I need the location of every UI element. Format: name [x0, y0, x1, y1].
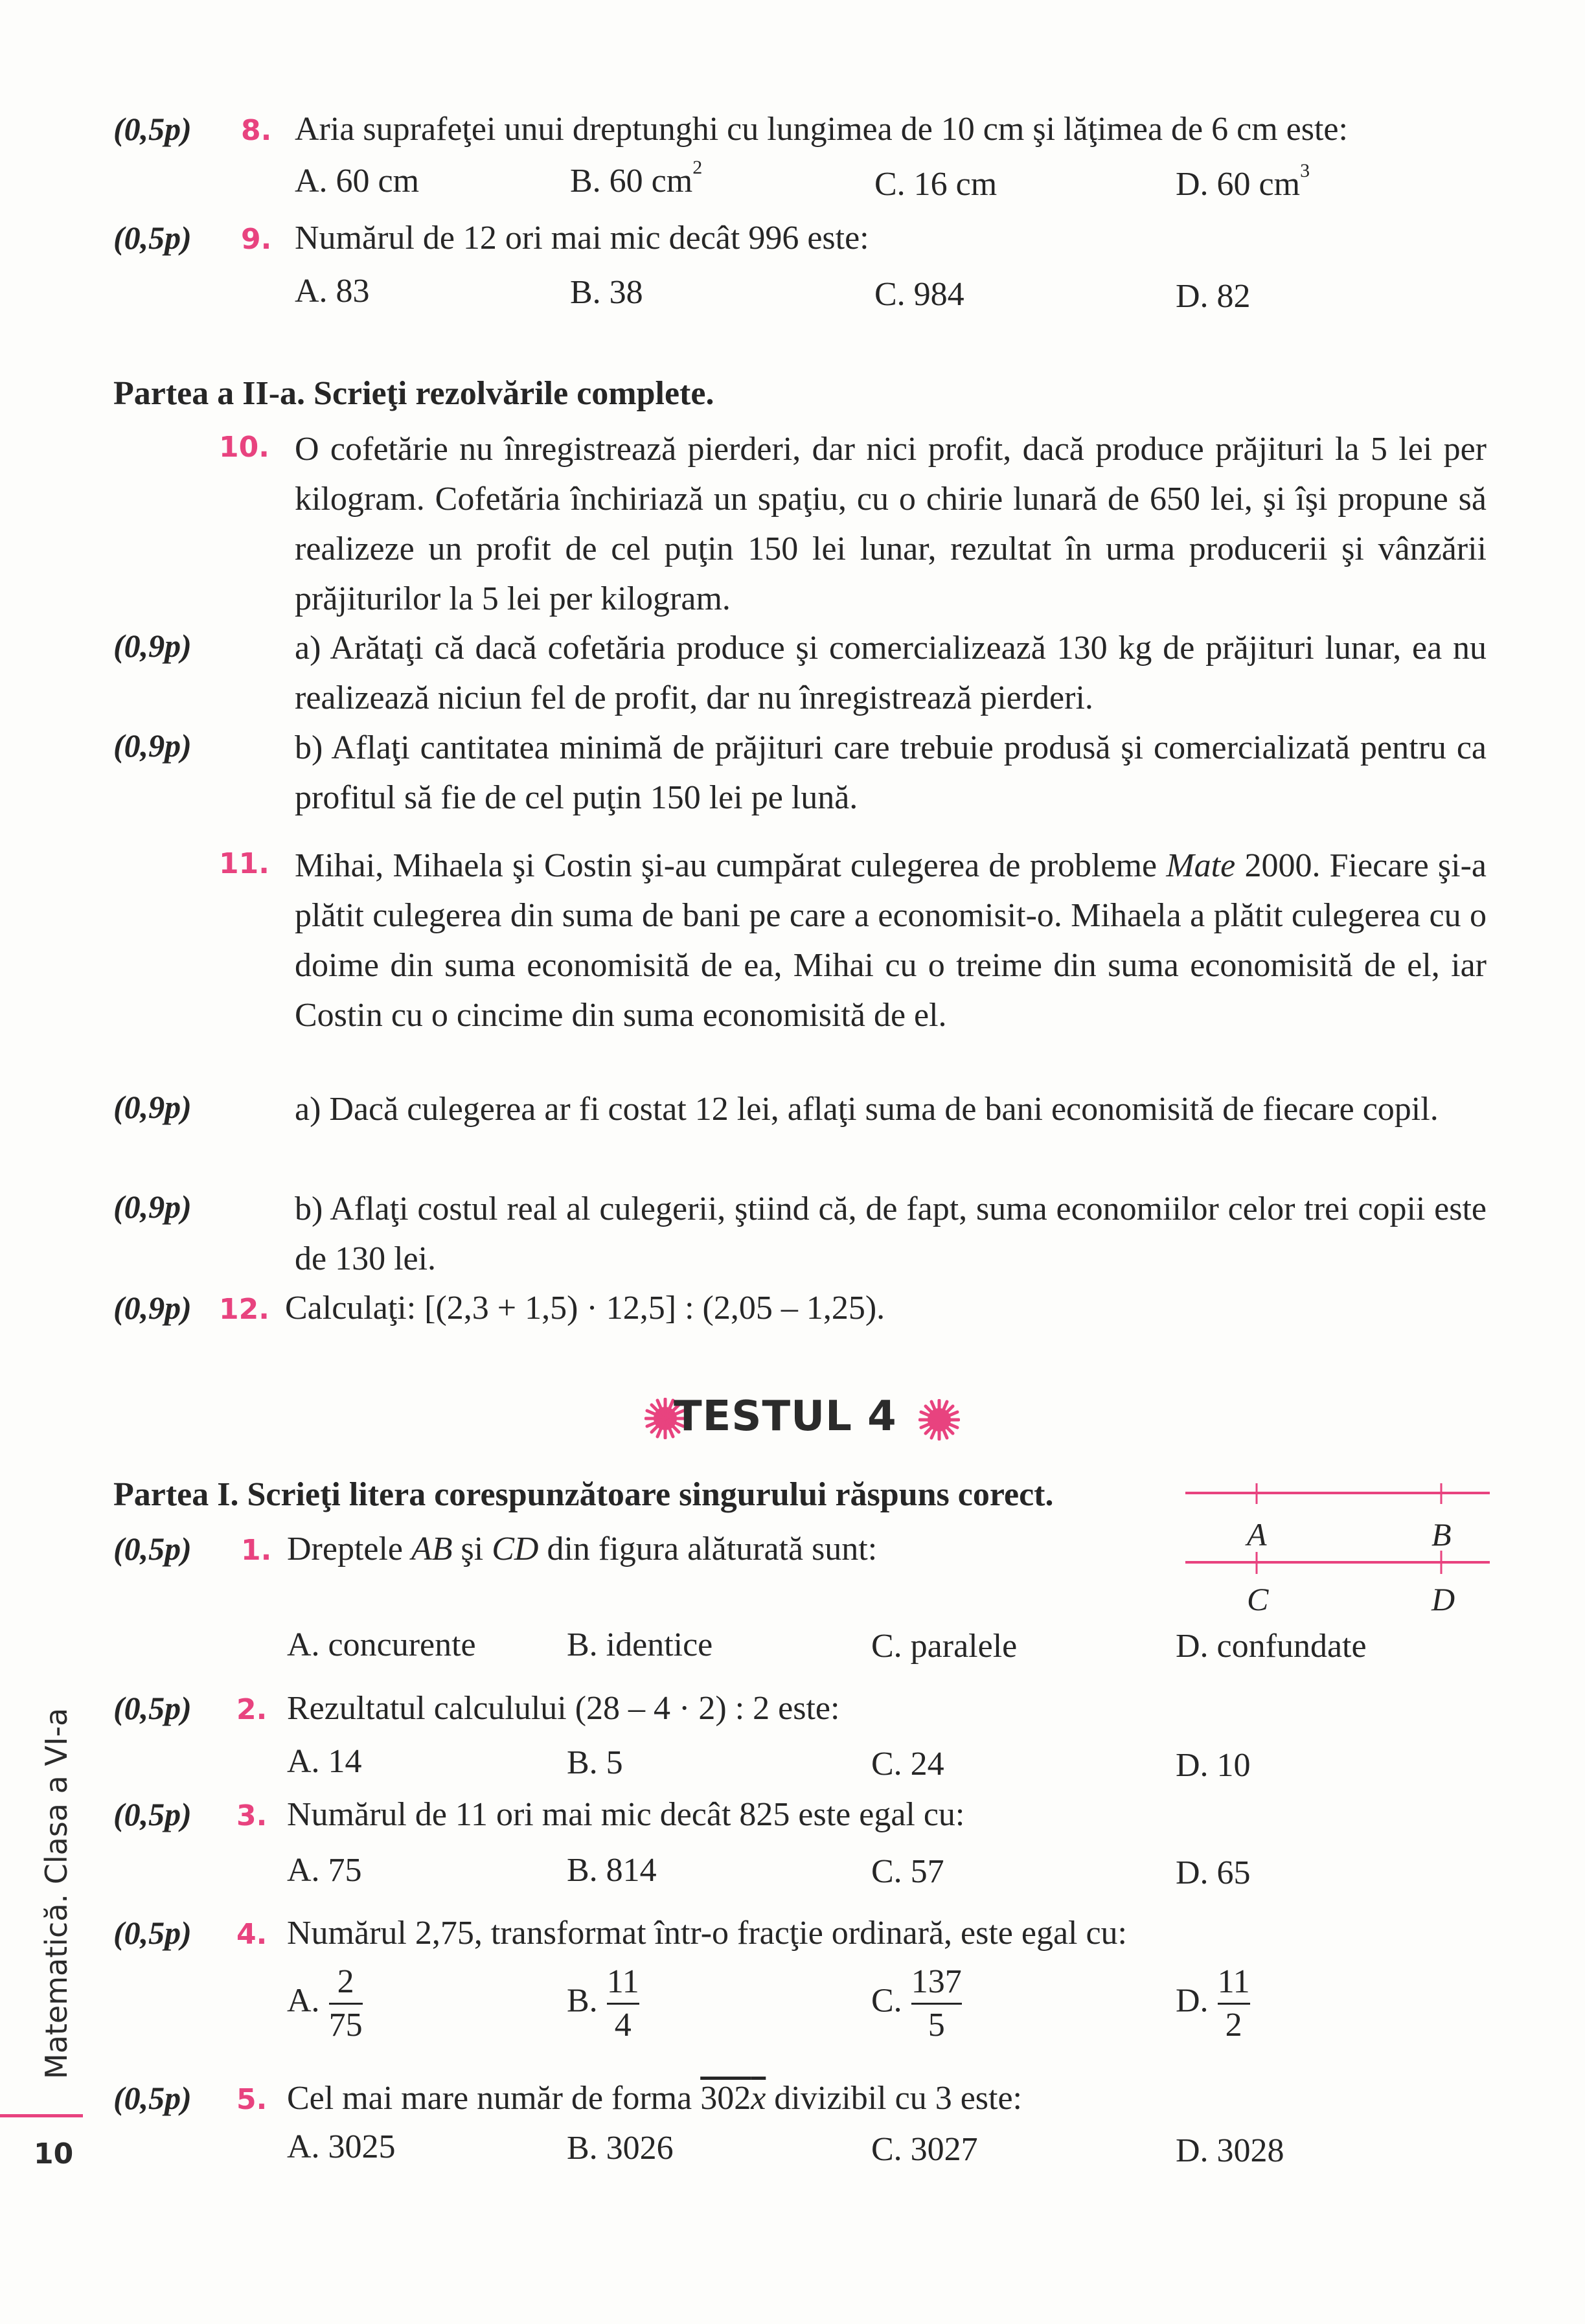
question-text: Dreptele AB şi CD din figura alăturată sunt: — [287, 1531, 878, 1567]
points-label: (0,9p) — [113, 727, 192, 764]
option-b: B. 3026 — [567, 2130, 674, 2167]
fraction: $\frac{2}{75}$ — [328, 1963, 363, 2044]
subquestion-b: b) Aflaţi cantitatea minimă de prăjituri care trebuie produsă şi comercializată pentru ca profitul să fie de cel puţin 150 lei pe lună. — [295, 729, 1487, 816]
question-text: Numărul 2,75, transformat într-o fracţie ordinară, este egal cu: — [287, 1915, 1128, 1952]
option-c: C. 16 cm — [874, 166, 998, 203]
question-text: Aria suprafeţei unui dreptunghi cu lungimea de 10 cm şi lăţimea de 6 cm este: — [295, 111, 1348, 148]
question-number: 12. — [219, 1293, 269, 1326]
subquestion-a: a) Dacă culegerea ar fi costat 12 lei, aflaţi suma de bani economisită de fiecare copil. — [295, 1091, 1439, 1128]
book-side-title: Matematică. Clasa a VI-a — [39, 1707, 74, 2079]
points-label: (0,5p) — [113, 1796, 192, 1832]
fraction: $\frac{137}{5}$ — [911, 1963, 962, 2044]
points-label: (0,5p) — [113, 2080, 192, 2116]
option-c: C. 984 — [874, 276, 964, 313]
option-b: B. 814 — [567, 1852, 657, 1889]
option-c: C. 57 — [871, 1853, 944, 1890]
option-a: A. concurente — [287, 1626, 476, 1663]
points-label: (0,9p) — [113, 1189, 192, 1225]
option-b: B. 38 — [570, 274, 643, 311]
option-a: A. $\frac{2}{75}$ — [287, 1963, 363, 2044]
option-d: D. confundate — [1176, 1628, 1367, 1665]
question-number: 11. — [219, 847, 269, 880]
question-text: Rezultatul calculului (28 – 4 · 2) : 2 este: — [287, 1690, 840, 1727]
option-d: D. 65 — [1176, 1854, 1251, 1891]
side-divider-line — [0, 2114, 83, 2117]
question-number: 1. — [241, 1534, 272, 1567]
question-number: 5. — [236, 2083, 268, 2116]
points-label: (0,9p) — [113, 1089, 192, 1125]
points-label: (0,9p) — [113, 628, 192, 664]
point-label-b: B — [1431, 1516, 1452, 1553]
option-c: C. paralele — [871, 1628, 1018, 1665]
part-1-heading: Partea I. Scrieţi litera corespunzătoare singurului răspuns corect. — [113, 1476, 1054, 1513]
option-b: B. identice — [567, 1626, 713, 1663]
option-a: A. 75 — [287, 1852, 362, 1889]
question-text: Calculaţi: [(2,3 + 1,5) · 12,5] : (2,05 – 1,25). — [285, 1290, 885, 1327]
option-b: B. 5 — [567, 1744, 623, 1781]
point-label-d: D — [1431, 1581, 1455, 1617]
subquestion-b: b) Aflaţi costul real al culegerii, ştiind că, de fapt, suma economiilor celor trei copii este de 130 lei. — [295, 1190, 1487, 1277]
option-c: C. $\frac{137}{5}$ — [871, 1963, 962, 2044]
option-d: D. $\frac{11}{2}$ — [1176, 1963, 1250, 2044]
question-number: 2. — [236, 1693, 268, 1726]
fraction: $\frac{11}{4}$ — [606, 1963, 639, 2044]
points-label: (0,9p) — [113, 1290, 192, 1326]
option-b: B. 60 $cm^2$ — [570, 157, 703, 199]
question-number: 8. — [241, 114, 272, 147]
question-number: 3. — [236, 1799, 268, 1832]
point-label-a: A — [1247, 1516, 1267, 1553]
page-number: 10 — [34, 2137, 74, 2170]
option-a: A. 3025 — [287, 2128, 396, 2165]
option-b: B. $\frac{11}{4}$ — [567, 1963, 639, 2044]
points-label: (0,5p) — [113, 111, 192, 147]
points-label: (0,5p) — [113, 220, 192, 256]
question-number: 4. — [236, 1918, 268, 1951]
flower-star-icon — [918, 1399, 960, 1441]
question-text: Mihai, Mihaela şi Costin şi-au cumpărat culegerea de probleme Mate 2000. Fiecare şi-a plătit culegerea din suma de bani pe care a economisit-o. Mihaela a plătit culegerea cu o doime din suma economisită de ea, Mihai cu o treime din suma economisită de el, iar Costin cu o cincime din suma economisită de el. — [295, 847, 1487, 1034]
option-d: D. 60 $cm^3$ — [1176, 160, 1310, 203]
option-a: A. 83 — [295, 273, 370, 310]
part-2-heading: Partea a II-a. Scrieţi rezolvările complete. — [113, 375, 714, 412]
option-d: D. 82 — [1176, 278, 1251, 315]
subquestion-a: a) Arătaţi că dacă cofetăria produce şi comercializează 130 kg de prăjituri lunar, ea nu realizează niciun fel de profit, dar nu înregistrează pierderi. — [295, 630, 1487, 716]
option-a: A. 14 — [287, 1743, 362, 1780]
point-label-c: C — [1247, 1581, 1269, 1617]
overlined-number: 302x — [700, 2080, 766, 2117]
question-text: Cel mai mare număr de forma 302x divizibil cu 3 este: — [287, 2080, 1022, 2117]
option-c: C. 3027 — [871, 2131, 978, 2168]
test-title: TESTUL 4 — [674, 1393, 897, 1441]
points-label: (0,5p) — [113, 1915, 192, 1951]
question-number: 9. — [241, 223, 272, 256]
points-label: (0,5p) — [113, 1690, 192, 1726]
fraction: $\frac{11}{2}$ — [1217, 1963, 1250, 2044]
option-d: D. 10 — [1176, 1747, 1251, 1784]
points-label: (0,5p) — [113, 1531, 192, 1567]
question-number: 10. — [219, 431, 269, 464]
option-c: C. 24 — [871, 1746, 944, 1783]
question-text: Numărul de 11 ori mai mic decât 825 este egal cu: — [287, 1796, 965, 1833]
question-text: Numărul de 12 ori mai mic decât 996 este: — [295, 220, 869, 256]
option-a: A. 60 cm — [295, 163, 420, 199]
option-d: D. 3028 — [1176, 2132, 1284, 2169]
question-text: O cofetărie nu înregistrează pierderi, dar nici profit, dacă produce prăjituri la 5 lei per kilogram. Cofetăria închiriază un spaţiu, cu o chirie lunară de 650 lei, şi îşi propune să realizeze un profit de cel puţin 150 lei lunar, rezultat în urma producerii şi vânzării prăjiturilor la 5 lei per kilogram. — [295, 431, 1487, 617]
